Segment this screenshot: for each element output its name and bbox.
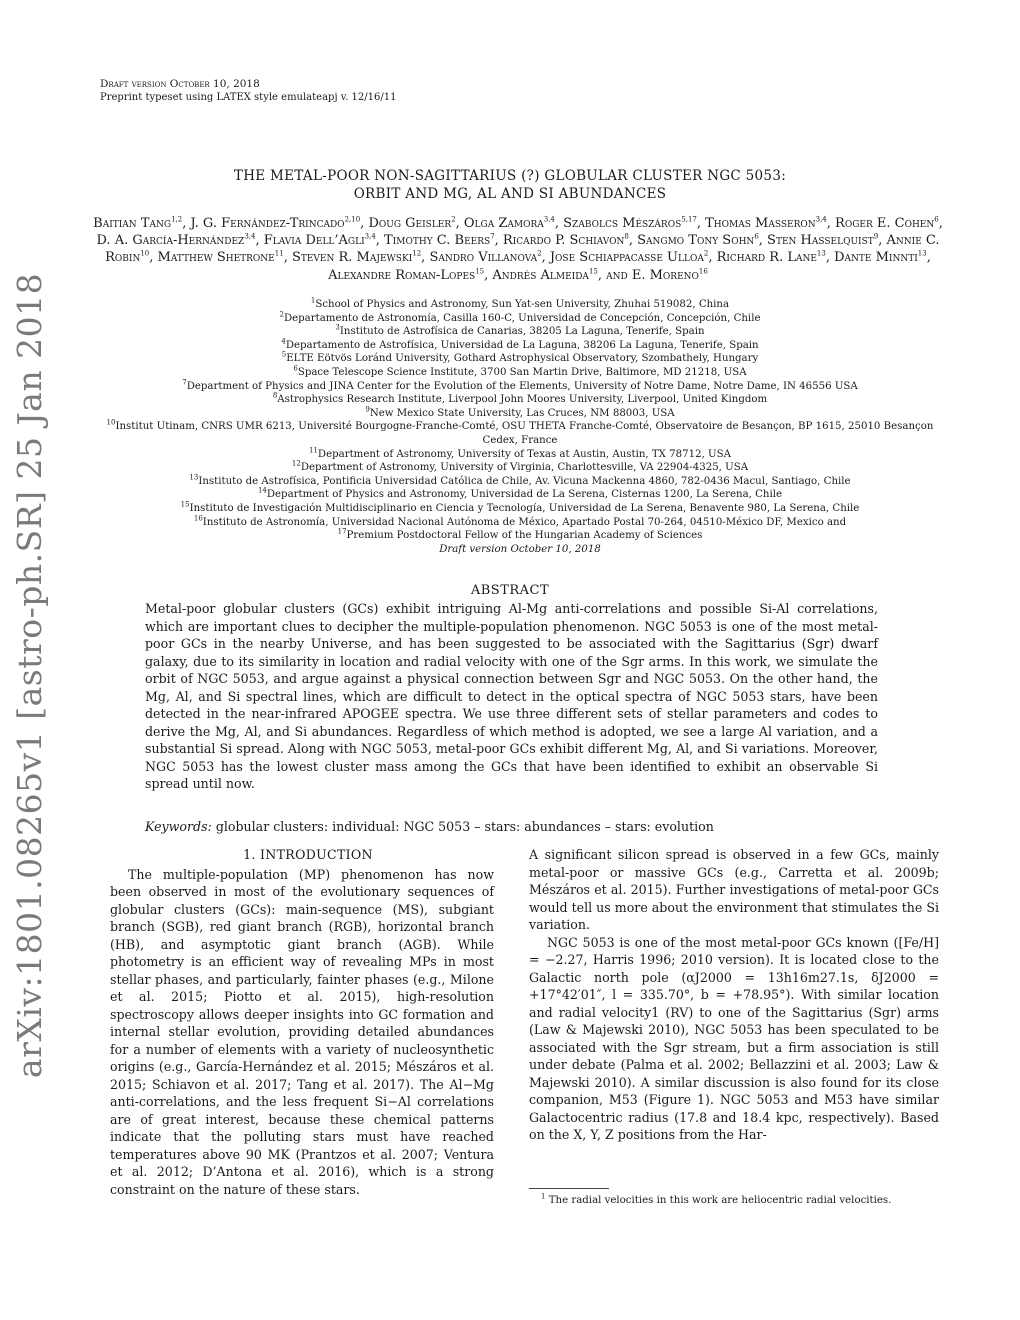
draft-version-line: Draft version October 10, 2018 [100, 78, 260, 90]
affiliation-item [100, 502, 940, 516]
affiliation-number: 14 [257, 486, 267, 495]
author-name: Doug Geisler [368, 216, 452, 231]
author-affiliation-mark: 2 [537, 250, 542, 259]
affiliation-number: 17 [337, 527, 347, 536]
author-name: J. G. Fernández-Trincado [190, 216, 345, 231]
affiliation-item [100, 393, 940, 407]
affiliation-item [100, 366, 940, 380]
author-name: Andrés Almeida [492, 267, 589, 283]
author-affiliation-mark: 6 [934, 215, 939, 224]
affiliation-text: Premium Postdoctoral Fellow of the Hungarian Academy of Sciences [346, 530, 703, 542]
draft-date: Draft version October 10, 2018 [439, 543, 601, 555]
keywords-label: Keywords: [145, 819, 212, 834]
affiliation-text: Instituto de Astronomía, Universidad Nacional Autónoma de México, Apartado Postal 70-264, 04510-México DF, Mexico and [202, 516, 847, 528]
affiliation-item [100, 488, 940, 502]
author-entry [563, 216, 697, 231]
affiliation-number: 8 [272, 391, 278, 400]
author-affiliation-mark: 3,4 [244, 232, 256, 241]
author-entry [429, 250, 541, 265]
author-affiliation-mark: 5,17 [681, 215, 697, 224]
intro-paragraph-1: The multiple-population (MP) phenomenon has now been observed in most of the evolutionary sequences of globular clusters (GCs): main-sequence (MS), subgiant branch (SGB), red giant branch (RGB), horizontal branch (HB), and asymptotic giant branch (AGB). While photometry is an efficient way of revealing MPs in most stellar phases, and particularly, fainter phases (e.g., Milone et al. 2015; Piotto et al. 2015), high-resolution spectroscopy allows deeper insights into GC formation and internal stellar evolution, providing detailed abundances for a number of elements with a variety of nucleosynthetic origins (e.g., García-Hernández et al. 2015; Mészáros et al. 2015; Schiavon et al. 2017; Tang et al. 2017). The Al−Mg anti-correlations, and the less frequent Si−Al correlations are of great interest, because these chemical patterns indicate that the polluting stars must have reached temperatures above 90 MK (Prantzos et al. 2007; Ventura et al. 2012; D’Antona et al. 2016), which is a strong constraint on the nature of these stars. [110, 866, 494, 1197]
author-affiliation-mark: 2 [703, 250, 709, 259]
affiliation-number: 6 [293, 364, 298, 373]
author-affiliation-mark: 3,4 [815, 215, 827, 224]
author-affiliation-mark: 16 [698, 267, 708, 276]
author-entry [767, 233, 878, 248]
affiliation-list [100, 298, 940, 556]
abstract-text [145, 600, 878, 793]
author-affiliation-mark: 2,10 [344, 215, 361, 224]
author-affiliation-mark: 8 [624, 232, 629, 241]
author-entry [835, 216, 939, 231]
affiliation-number: 9 [365, 405, 370, 414]
author-affiliation-mark: 12 [412, 250, 422, 259]
affiliation-text: Instituto de Investigación Multidisciplinario en Ciencia y Tecnología, Universidad de La Serena, Benavente 980, La Serena, Chile [189, 502, 860, 514]
affiliation-item [100, 312, 940, 326]
author-name: Sten Hasselquist [767, 233, 874, 249]
author-name: Annie C. Robin [105, 233, 940, 266]
author-affiliation-mark: 1,2 [171, 215, 183, 224]
author-entry [492, 268, 597, 283]
affiliation-text: Department of Physics and JINA Center for the Evolution of the Elements, University of Notre Dame, Notre Dame, IN 46556 USA [186, 380, 858, 392]
affiliation-item [100, 380, 940, 394]
author-name: Steven R. Majewski [291, 250, 413, 266]
affiliation-text: Department of Astronomy, University of Texas at Austin, Austin, TX 78712, USA [317, 448, 731, 460]
affiliation-number: 10 [106, 418, 116, 427]
author-affiliation-mark: 10 [140, 250, 150, 259]
author-name: Alexandre Roman-Lopes [328, 267, 476, 283]
author-name: Baitian Tang [93, 216, 172, 231]
footnote-text: The radial velocities in this work are heliocentric radial velocities. [548, 1195, 892, 1206]
author-name: Timothy C. Beers [384, 233, 491, 249]
author-name: Sangmo Tony Sohn [637, 233, 755, 249]
affiliation-text: Astrophysics Research Institute, Liverpool John Moores University, Liverpool, United Kingdom [277, 394, 768, 406]
affiliation-number: 7 [182, 378, 187, 387]
affiliation-text: Department of Physics and Astronomy, Universidad de La Serena, Cisternas 1200, La Serena, Chile [266, 489, 783, 501]
intro-paragraph-3: NGC 5053 is one of the most metal-poor GCs known ([Fe/H] = −2.27, Harris 1996; 2010 version). It is located close to the Galactic north pole (αJ2000 = 13h16m27.1s, δJ2000 = +17°42′01″, l = 335.70°, b = +78.95°). With similar location and radial velocity1 (RV) to one of the Sagittarius (Sgr) arms (Law & Majewski 2010), NGC 5053 has been speculated to be associated with the Sgr stream, but a firm association is still under debate (Palma et al. 2002; Bellazzini et al. 2003; Law & Majewski 2010). A similar discussion is also found for its close companion, M53 (Figure 1). NGC 5053 and M53 have similar Galactocentric radius (17.8 and 18.4 kpc, respectively). Based on the X, Y, Z positions from the Har- [529, 934, 939, 1142]
affiliation-text: Departamento de Astrofísica, Universidad de La Laguna, 38206 La Laguna, Tenerife, Spain [285, 339, 759, 351]
author-entry [632, 268, 708, 283]
left-column [110, 846, 494, 1198]
affiliation-text: Instituto de Astrofísica, Pontificia Universidad Católica de Chile, Av. Vicuna Mackenna 4860, 782-0436 Macul, Santiago, Chile [198, 475, 851, 487]
affiliation-item [100, 339, 940, 353]
footnote [529, 1194, 939, 1207]
author-entry [503, 233, 629, 248]
affiliation-number: 4 [281, 337, 286, 346]
author-entry [292, 250, 421, 265]
affiliation-text: New Mexico State University, Las Cruces, NM 88003, USA [369, 407, 675, 419]
affiliation-text: ELTE Eötvös Loránd University, Gothard Astrophysical Observatory, Szombathely, Hungary [286, 353, 759, 365]
affiliation-number: 16 [193, 514, 203, 523]
author-name: Flavia Dell’Agli [263, 233, 365, 249]
author-affiliation-mark: 15 [475, 267, 485, 276]
affiliation-item [100, 298, 940, 312]
affiliation-text: Space Telescope Science Institute, 3700 San Martin Drive, Baltimore, MD 21218, USA [297, 366, 747, 378]
affiliation-number: 3 [335, 323, 340, 332]
author-entry [717, 250, 826, 265]
intro-paragraph-2: A significant silicon spread is observed in a few GCs, mainly metal-poor or massive GCs (e.g., Carretta et al. 2009b; Mészáros et al. 2015). Further investigations of metal-poor GCs would tell us more about the environment that stimulates the Si variation. [529, 847, 939, 932]
author-list: Baitian Tang$^{1,2}$, J. G. Fernández-Trincado$^{2,10}$, Doug Geisler$^2$, Olga Zamora$^{3,4}$, Szabolcs Mészáros$^{5,17}$, Thomas Masseron$^{3,4}$, Roger E. Cohen$^6$, D. A. García-Hernández$^{3,4}$, Flavia Dell’Agli$^{3,4}$, Timothy C. Beers$^7$, Ricardo P. Schiavon$^8$, Sangmo Tony Sohn$^6$, Sten Hasselquist$^9$, Annie C. Robin$^{10}$, Matthew Shetrone$^{11}$, Steven R. Majewski$^{12}$, Sandro Villanova$^2$, Jose Schiappacasse Ulloa$^2$, Richard R. Lane$^{13}$, Dante Minnti$^{13}$, Alexandre Roman-Lopes$^{15}$, Andrés Almeida$^{15}$, and E. Moreno$^{16}$ [93, 215, 943, 283]
author-name: D. A. García-Hernández [96, 233, 245, 249]
author-name: Dante Minnti [834, 250, 918, 266]
affiliation-item [100, 461, 940, 475]
author-affiliation-mark: 7 [490, 232, 495, 241]
author-name: Matthew Shetrone [157, 250, 275, 266]
author-entry [368, 216, 455, 231]
affiliation-number: 12 [291, 459, 301, 468]
author-affiliation-mark: 15 [588, 267, 598, 276]
author-entry [328, 268, 484, 283]
author-name: Richard R. Lane [716, 250, 817, 266]
author-affiliation-mark: 2 [451, 215, 456, 224]
affiliation-number: 5 [281, 350, 287, 359]
affiliation-item [100, 407, 940, 421]
author-entry [96, 233, 255, 248]
author-affiliation-mark: 6 [754, 232, 759, 241]
author-affiliation-mark: 13 [917, 250, 927, 259]
author-affiliation-mark: 13 [816, 250, 826, 259]
affiliation-item [100, 352, 940, 366]
author-entry [464, 216, 555, 231]
affiliation-item [100, 475, 940, 489]
title-line-1: THE METAL-POOR NON-SAGITTARIUS (?) GLOBULAR CLUSTER NGC 5053: [233, 168, 787, 184]
keywords [145, 818, 878, 835]
author-affiliation-mark: 11 [274, 250, 284, 259]
footnote-mark: 1 [541, 1192, 546, 1201]
right-column [529, 846, 939, 1144]
affiliation-item [100, 448, 940, 462]
arxiv-identifier-text: arXiv:1801.08265v1 [astro-ph.SR] 25 Jan 2018 [10, 272, 50, 1078]
affiliation-text: Department of Astronomy, University of Virginia, Charlottesville, VA 22904-4325, USA [300, 462, 749, 474]
author-entry [637, 233, 759, 248]
affiliation-number: 15 [180, 500, 190, 509]
author-entry [384, 233, 495, 248]
author-name: Jose Schiappacasse Ulloa [549, 250, 704, 266]
section-heading-introduction: 1. INTRODUCTION [243, 847, 373, 862]
author-entry [705, 216, 827, 231]
abstract-heading: ABSTRACT [470, 583, 550, 598]
author-entry [190, 216, 360, 231]
keywords-text: globular clusters: individual: NGC 5053 – stars: abundances – stars: evolution [215, 819, 714, 834]
author-name: Roger E. Cohen [835, 216, 935, 231]
affiliation-item [100, 529, 940, 543]
arxiv-identifier [10, 272, 50, 1078]
footnote-rule [529, 1188, 609, 1189]
author-name: E. Moreno [631, 267, 699, 283]
affiliation-item [100, 516, 940, 530]
affiliation-text: Departamento de Astronomía, Casilla 160-C, Universidad de Concepción, Concepción, Chile [283, 312, 761, 324]
affiliation-text: Institut Utinam, CNRS UMR 6213, Université Bourgogne-Franche-Comté, OSU THETA Franche-Comté, Observatoire de Besançon, BP 1615, 25010 Besançon Cedex, France [115, 421, 934, 446]
author-name: Olga Zamora [463, 216, 544, 231]
author-name: Sandro Villanova [429, 250, 538, 266]
preprint-line: Preprint typeset using LATEX style emulateapj v. 12/16/11 [100, 92, 397, 103]
author-entry [550, 250, 708, 265]
author-name: Ricardo P. Schiavon [502, 233, 625, 249]
title-line-2: ORBIT AND MG, AL AND SI ABUNDANCES [353, 186, 667, 202]
affiliation-text: School of Physics and Astronomy, Sun Yat-sen University, Zhuhai 519082, China [315, 299, 730, 310]
paper-title [105, 167, 915, 203]
abstract-paragraph: Metal-poor globular clusters (GCs) exhibit intriguing Al-Mg anti-correlations and possible Si-Al correlations, which are important clues to decipher the multiple-population phenomenon. NGC 5053 is one of the most metal-poor GCs in the nearby Universe, and has been suggested to be associated with the Sagittarius (Sgr) dwarf galaxy, due to its similarity in location and radial velocity with one of the Sgr arms. In this work, we simulate the orbit of NGC 5053, and argue against a physical connection between Sgr and NGC 5053. On the other hand, the Mg, Al, and Si spectral lines, which are difficult to detect in the optical spectra of NGC 5053 stars, have been detected in the near-infrared APOGEE spectra. We use three different sets of stellar parameters and codes to derive the Mg, Al, and Si abundances. Regardless of which method is adopted, we see a large Al variation, and a substantial Si spread. Along with NGC 5053, metal-poor GCs exhibit different Mg, Al, and Si variations. Moreover, NGC 5053 has the lowest cluster mass among the GCs that have been identified to exhibit an observable Si spread until now. [145, 601, 878, 791]
affiliation-number: 1 [310, 296, 316, 305]
author-name: Szabolcs Mészáros [563, 216, 682, 231]
author-affiliation-mark: 3,4 [364, 232, 376, 241]
affiliation-number: 11 [309, 446, 318, 455]
affiliation-text: Instituto de Astrofísica de Canarias, 38205 La Laguna, Tenerife, Spain [339, 326, 705, 338]
author-affiliation-mark: 3,4 [543, 215, 555, 224]
author-entry [834, 250, 927, 265]
author-name: Thomas Masseron [705, 216, 816, 231]
affiliation-item [100, 325, 940, 339]
affiliation-number: 13 [189, 473, 199, 482]
author-affiliation-mark: 9 [873, 232, 879, 241]
author-entry [158, 250, 284, 265]
author-entry [264, 233, 376, 248]
running-header [100, 78, 396, 104]
affiliation-number: 2 [279, 310, 284, 319]
author-entry [93, 216, 182, 231]
affiliation-item [100, 420, 940, 447]
